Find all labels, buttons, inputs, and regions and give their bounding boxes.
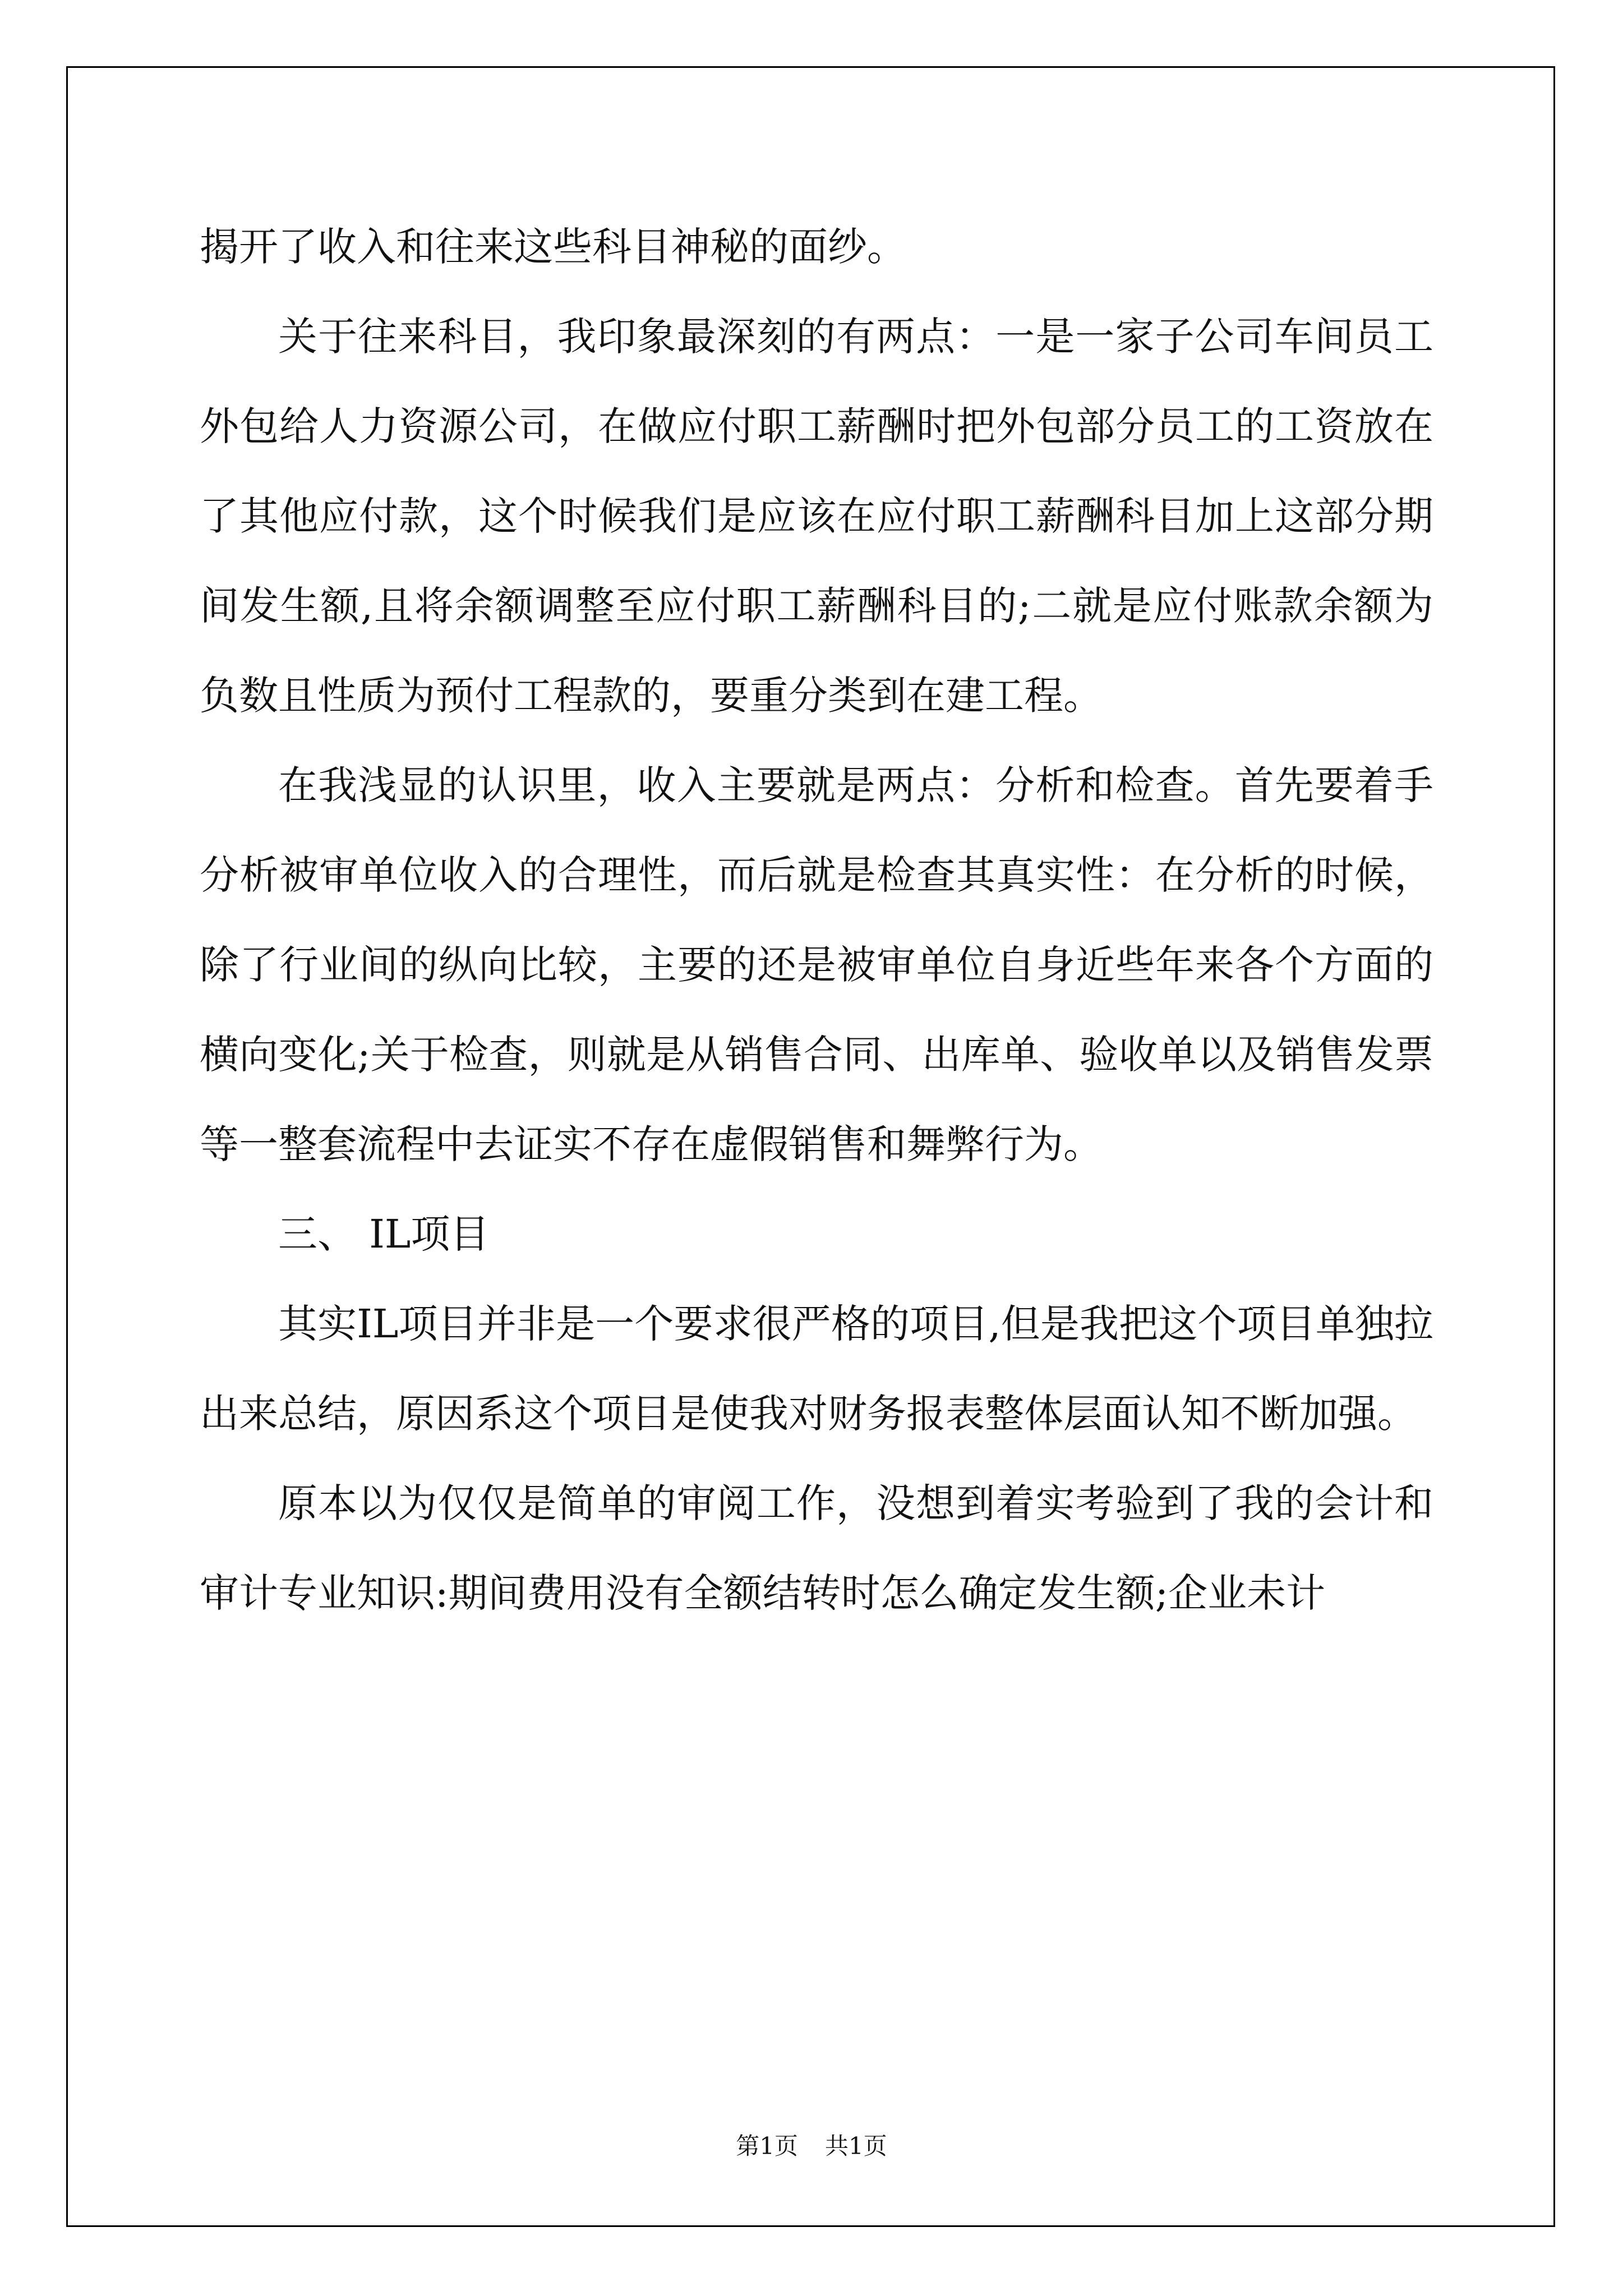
paragraph: 关于往来科目，我印象最深刻的有两点：一是一家子公司车间员工外包给人力资源公司，在做应付职工薪酬时把外包部分员工的工资放在了其他应付款，这个时候我们是应该在应付职工薪酬科目加上这部分期间发生额,且将余额调整至应付职工薪酬科目的;二就是应付账款余额为负数且性质为预付工程款的，要重分类到在建工程。: [200, 314, 1433, 719]
paragraph: 其实IL项目并非是一个要求很严格的项目,但是我把这个项目单独拉出来总结，原因系这个项目是使我对财务报表整体层面认知不断加强。: [200, 1301, 1433, 1437]
page-footer: [0, 2131, 1623, 2162]
section-heading: 三、 IL项目: [278, 1211, 490, 1257]
paragraph: 在我浅显的认识里，收入主要就是两点：分析和检查。首先要着手分析被审单位收入的合理性，而后就是检查其真实性：在分析的时候，除了行业间的纵向比较，主要的还是被审单位自身近些年来各个方面的横向变化;关于检查，则就是从销售合同、出库单、验收单以及销售发票等一整套流程中去证实不存在虚假销售和舞弊行为。: [200, 762, 1433, 1167]
page-number: 第1页: [736, 2132, 798, 2160]
document-body: [200, 202, 1433, 1638]
paragraph: 原本以为仅仅是简单的审阅工作，没想到着实考验到了我的会计和审计专业知识:期间费用没有全额结转时怎么确定发生额;企业未计: [200, 1480, 1433, 1616]
page-total: 共1页: [825, 2132, 887, 2160]
paragraph: 揭开了收入和往来这些科目神秘的面纱。: [200, 224, 906, 270]
